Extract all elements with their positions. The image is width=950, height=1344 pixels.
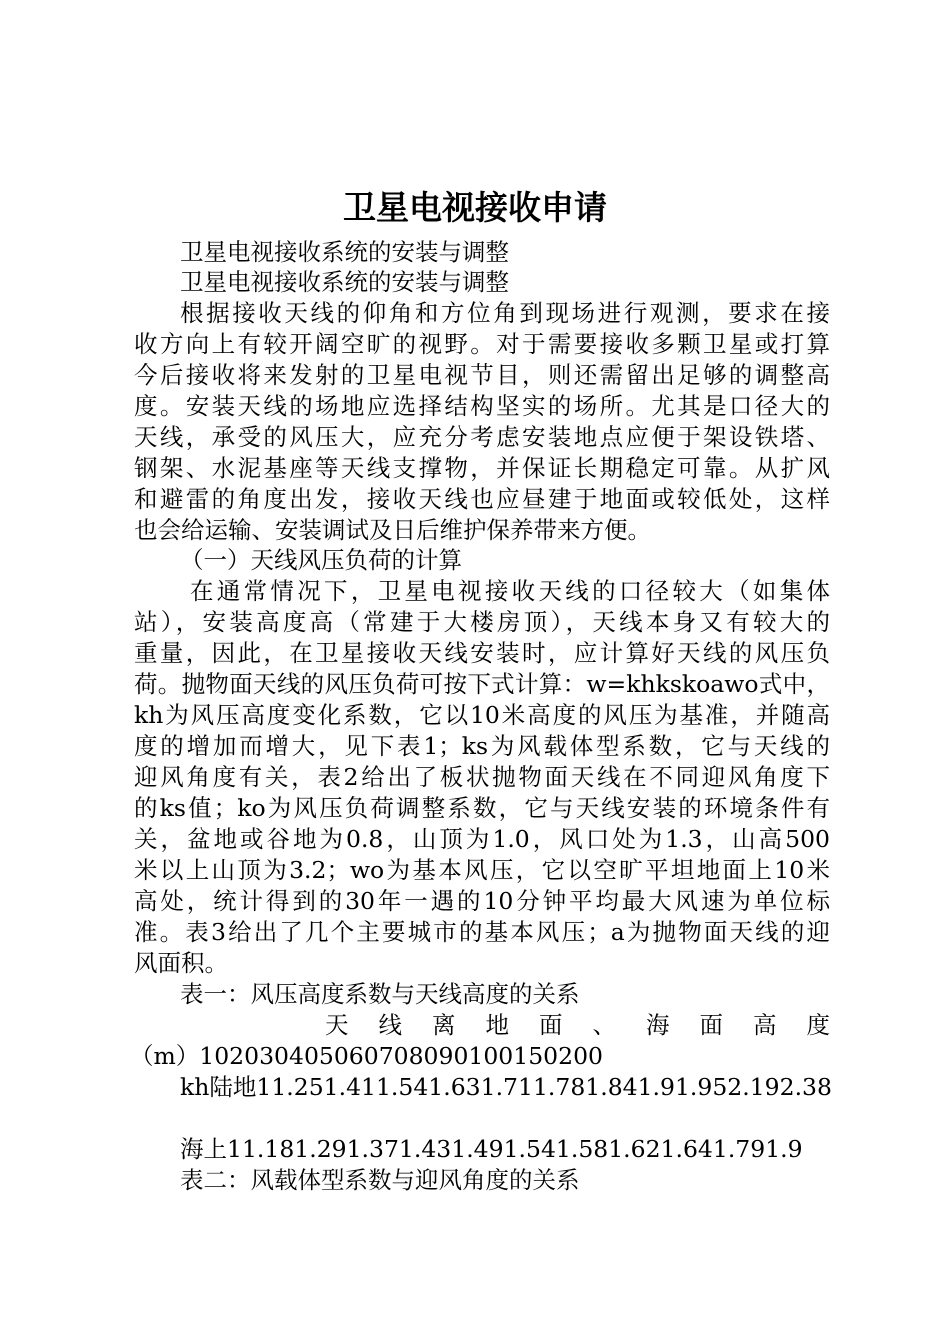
paragraph-line: 荷。抛物面天线的风压负荷可按下式计算：w=khkskoawo式中， (134, 670, 830, 698)
paragraph-line: 也会给运输、安装调试及日后维护保养带来方便。 (134, 516, 651, 544)
header-char: 面 (539, 1011, 563, 1039)
header-char: 海 (646, 1011, 670, 1039)
paragraph-line: 度。安装天线的场地应选择结构坚实的场所。尤其是口径大的 (134, 392, 830, 420)
header-char: 高 (753, 1011, 777, 1039)
paragraph-line: 收方向上有较开阔空旷的视野。对于需要接收多颗卫星或打算 (134, 330, 830, 358)
header-char: 、 (592, 1011, 616, 1039)
paragraph-line: 关，盆地或谷地为0.8，山顶为1.0，风口处为1.3，山高500 (134, 825, 830, 853)
paragraph-line: 度的增加而增大，见下表1；ks为风载体型系数，它与天线的 (134, 732, 830, 760)
paragraph-line: 高处，统计得到的30年一遇的10分钟平均最大风速为单位标 (134, 887, 830, 915)
header-char: 度 (806, 1011, 830, 1039)
table-caption: 表一：风压高度系数与天线高度的关系 (180, 980, 580, 1008)
paragraph-line: 和避雷的角度出发，接收天线也应昼建于地面或较低处，这样 (134, 485, 830, 513)
paragraph-line: 米以上山顶为3.2；wo为基本风压，它以空旷平坦地面上10米 (134, 856, 830, 884)
paragraph-line: 准。表3给出了几个主要城市的基本风压；a为抛物面天线的迎 (134, 918, 830, 946)
paragraph-line: 的ks值；ko为风压负荷调整系数，它与天线安装的环境条件有 (134, 794, 830, 822)
header-char: 天 (325, 1011, 349, 1039)
paragraph-line: 今后接收将来发射的卫星电视节目，则还需留出足够的调整高 (134, 361, 830, 389)
table-row: kh陆地11.251.411.541.631.711.781.841.91.952.192.38 (180, 1073, 832, 1101)
section-heading: （一）天线风压负荷的计算 (180, 546, 462, 574)
table-header-spaced (325, 1010, 830, 1040)
page-title: 卫星电视接收申请 (343, 188, 607, 227)
paragraph-line: 在通常情况下，卫星电视接收天线的口径较大（如集体 (190, 577, 830, 605)
table-caption: 表二：风载体型系数与迎风角度的关系 (180, 1166, 580, 1194)
paragraph-line: 风面积。 (134, 949, 228, 977)
paragraph-line: 天线，承受的风压大，应充分考虑安装地点应便于架设铁塔、 (134, 423, 830, 451)
paragraph-line: kh为风压高度变化系数，它以10米高度的风压为基准，并随高 (134, 701, 830, 729)
header-char: 离 (432, 1011, 456, 1039)
paragraph-line: 根据接收天线的仰角和方位角到现场进行观测，要求在接 (180, 299, 830, 327)
header-char: 线 (378, 1011, 402, 1039)
paragraph-line: 重量，因此，在卫星接收天线安装时，应计算好天线的风压负 (134, 639, 830, 667)
paragraph-line: 卫星电视接收系统的安装与调整 (180, 268, 509, 296)
header-char: 面 (699, 1011, 723, 1039)
table-row: 海上11.181.291.371.431.491.541.581.621.641.791.9 (180, 1135, 803, 1163)
paragraph-line: 卫星电视接收系统的安装与调整 (180, 238, 509, 266)
paragraph-line: 迎风角度有关，表2给出了板状抛物面天线在不同迎风角度下 (134, 763, 830, 791)
header-char: 地 (485, 1011, 509, 1039)
paragraph-line: 钢架、水泥基座等天线支撑物，并保证长期稳定可靠。从扩风 (134, 454, 830, 482)
paragraph-line: 站），安装高度高（常建于大楼房顶），天线本身又有较大的 (134, 608, 830, 636)
table-row: （m）10203040506070809010015020​0 (130, 1042, 603, 1070)
